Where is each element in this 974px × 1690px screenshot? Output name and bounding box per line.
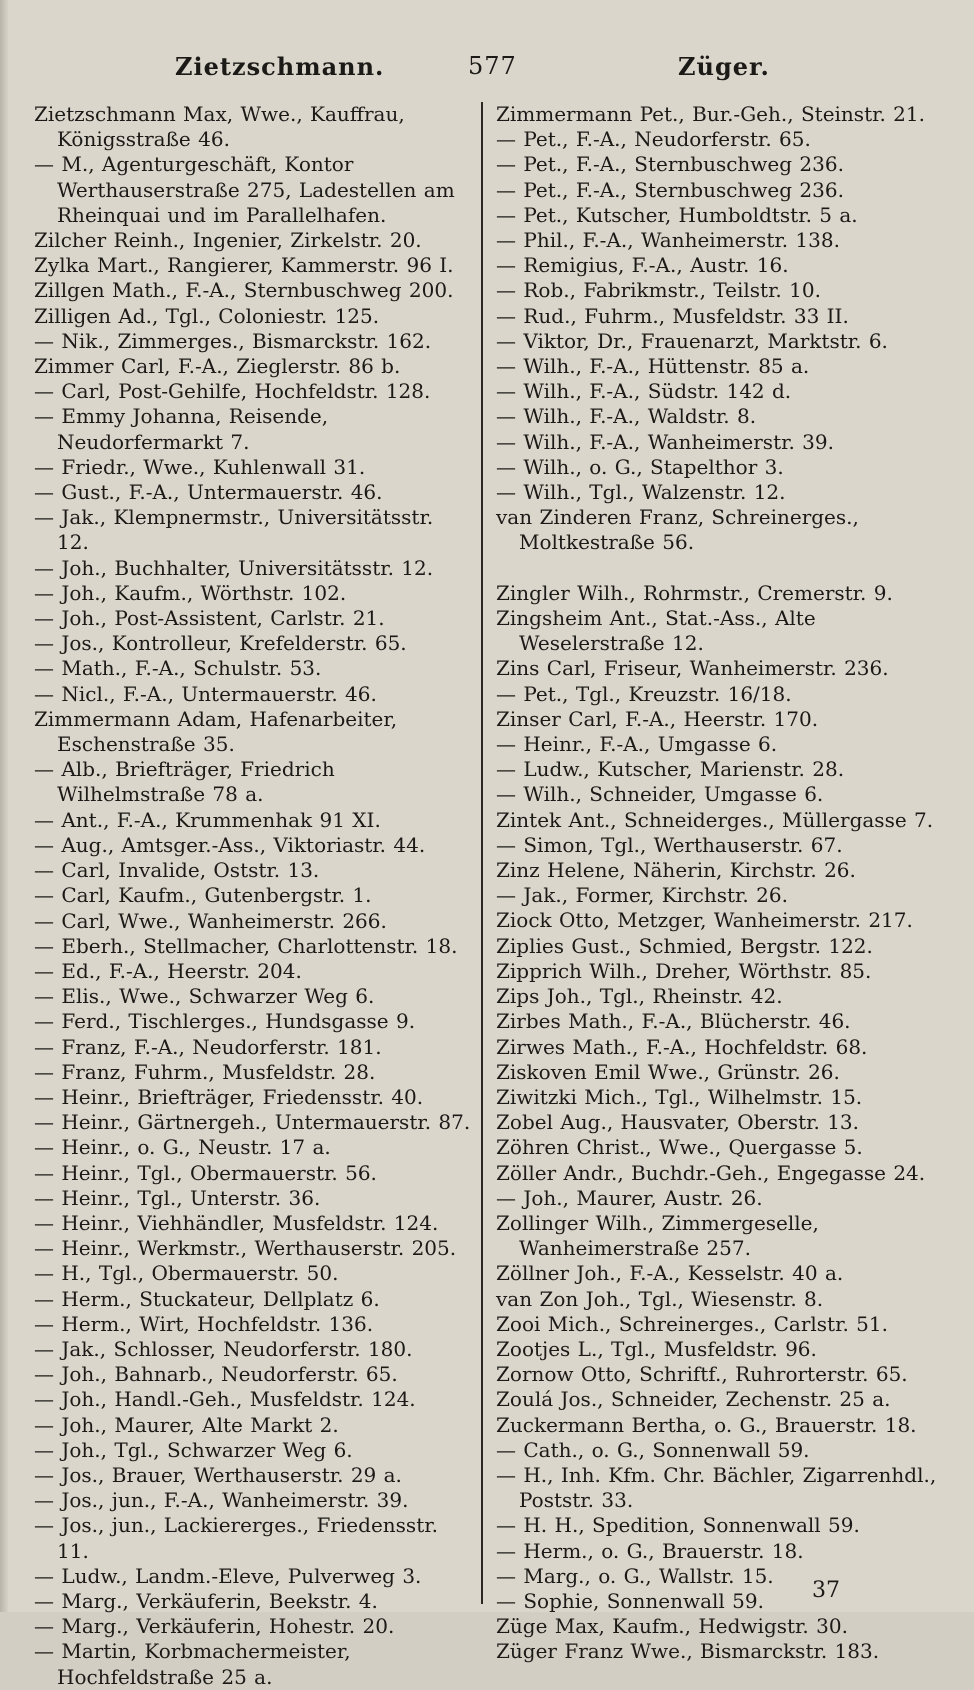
directory-entry: — Herm., Stuckateur, Dellplatz 6. bbox=[34, 1286, 380, 1311]
directory-entry: Zilligen Ad., Tgl., Coloniestr. 125. bbox=[34, 303, 380, 328]
directory-entry: — Pet., F.-A., Neudorferstr. 65. bbox=[496, 127, 811, 152]
directory-entry: Zuckermann Bertha, o. G., Brauerstr. 18. bbox=[496, 1412, 917, 1437]
directory-entry: Zietzschmann Max, Wwe., Kauffrau, Königsstraße 46. bbox=[34, 102, 405, 152]
directory-entry: — H. H., Spedition, Sonnenwall 59. bbox=[496, 1513, 860, 1538]
directory-entry: — Nik., Zimmerges., Bismarckstr. 162. bbox=[34, 328, 432, 353]
directory-entry: Zoulá Jos., Schneider, Zechenstr. 25 a. bbox=[496, 1387, 891, 1412]
directory-entry: — Nicl., F.-A., Untermauerstr. 46. bbox=[34, 681, 377, 706]
directory-entry: — Marg., Verkäuferin, Beekstr. 4. bbox=[34, 1588, 378, 1613]
directory-entry: — H., Inh. Kfm. Chr. Bächler, Zigarrenhdl., Poststr. 33. bbox=[496, 1462, 937, 1513]
directory-entry: — Carl, Invalide, Oststr. 13. bbox=[34, 858, 320, 883]
directory-entry: — Heinr., Werkmstr., Werthauserstr. 205. bbox=[34, 1236, 457, 1261]
directory-entry: — Ferd., Tischlerges., Hundsgasse 9. bbox=[34, 1009, 416, 1034]
directory-entry: — Wilh., F.-A., Südstr. 142 d. bbox=[496, 379, 792, 404]
directory-entry: — Alb., Briefträger, Friedrich Wilhelmstraße 78 a. bbox=[34, 757, 335, 807]
directory-entry: — Ludw., Landm.-Eleve, Pulverweg 3. bbox=[34, 1563, 422, 1588]
directory-entry: Zillgen Math., F.-A., Sternbuschweg 200. bbox=[34, 278, 454, 303]
signature-mark: 37 bbox=[812, 1578, 840, 1603]
directory-entry: — Franz, F.-A., Neudorferstr. 181. bbox=[34, 1034, 382, 1059]
directory-entry: Zingler Wilh., Rohrmstr., Cremerstr. 9. bbox=[496, 580, 893, 605]
directory-entry: — Jak., Schlosser, Neudorferstr. 180. bbox=[34, 1336, 413, 1361]
directory-entry: — Emmy Johanna, Reisende, Neudorfermarkt 7. bbox=[34, 404, 329, 454]
directory-entry: — Heinr., Viehhändler, Musfeldstr. 124. bbox=[34, 1210, 439, 1235]
directory-entry: Zingsheim Ant., Stat.-Ass., Alte Weselerstraße 12. bbox=[496, 606, 816, 656]
directory-entry: — Martin, Korbmachermeister, Hochfeldstraße 25 a. bbox=[34, 1639, 351, 1689]
directory-entry: Zins Carl, Friseur, Wanheimerstr. 236. bbox=[496, 656, 889, 681]
directory-entry: Zipprich Wilh., Dreher, Wörthstr. 85. bbox=[496, 958, 872, 983]
directory-entry: — Rob., Fabrikmstr., Teilstr. 10. bbox=[496, 278, 821, 303]
page-binding-edge bbox=[0, 0, 8, 1612]
directory-entry: — Carl, Post-Gehilfe, Hochfeldstr. 128. bbox=[34, 379, 431, 404]
directory-entry: — Jak., Former, Kirchstr. 26. bbox=[496, 883, 788, 908]
directory-entry: — Carl, Kaufm., Gutenbergstr. 1. bbox=[34, 883, 372, 908]
directory-entry: — Herm., o. G., Brauerstr. 18. bbox=[496, 1538, 804, 1563]
directory-entry: — Rud., Fuhrm., Musfeldstr. 33 II. bbox=[496, 303, 849, 328]
directory-entry: — Jos., jun., F.-A., Wanheimerstr. 39. bbox=[34, 1488, 409, 1513]
directory-entry: — Marg., Verkäuferin, Hohestr. 20. bbox=[34, 1614, 395, 1639]
directory-entry: — Heinr., Gärtnergeh., Untermauerstr. 87. bbox=[34, 1110, 471, 1135]
directory-entry: — Sophie, Sonnenwall 59. bbox=[496, 1588, 764, 1613]
directory-entry: Zylka Mart., Rangierer, Kammerstr. 96 I. bbox=[34, 253, 454, 278]
directory-entry: Zimmermann Pet., Bur.-Geh., Steinstr. 21. bbox=[496, 102, 925, 126]
directory-entry: — Pet., Kutscher, Humboldtstr. 5 a. bbox=[496, 202, 858, 227]
directory-entry: — Gust., F.-A., Untermauerstr. 46. bbox=[34, 480, 383, 505]
directory-entry: — Wilh., F.-A., Waldstr. 8. bbox=[496, 404, 757, 429]
directory-entry: Zornow Otto, Schriftf., Ruhrorterstr. 65. bbox=[496, 1362, 908, 1387]
directory-entry: — Phil., F.-A., Wanheimerstr. 138. bbox=[496, 228, 840, 253]
directory-entry: Zollinger Wilh., Zimmergeselle, Wanheimerstraße 257. bbox=[496, 1210, 819, 1261]
directory-entry: Ziwitzki Mich., Tgl., Wilhelmstr. 15. bbox=[496, 1084, 863, 1109]
directory-entry: Zöller Andr., Buchdr.-Geh., Engegasse 24. bbox=[496, 1160, 926, 1185]
directory-entry: Zooi Mich., Schreinerges., Carlstr. 51. bbox=[496, 1311, 888, 1336]
directory-entry: Zirwes Math., F.-A., Hochfeldstr. 68. bbox=[496, 1034, 868, 1059]
directory-entry: Zinser Carl, F.-A., Heerstr. 170. bbox=[496, 706, 819, 731]
directory-entry: — Viktor, Dr., Frauenarzt, Marktstr. 6. bbox=[496, 328, 888, 353]
directory-entry: — Eberh., Stellmacher, Charlottenstr. 18. bbox=[34, 933, 458, 958]
directory-entry: Zimmermann Adam, Hafenarbeiter, Eschenstraße 35. bbox=[34, 706, 398, 757]
directory-entry: Züger Franz Wwe., Bismarckstr. 183. bbox=[496, 1639, 880, 1664]
directory-entry: Zips Joh., Tgl., Rheinstr. 42. bbox=[496, 984, 783, 1009]
directory-entry: — Joh., Maurer, Austr. 26. bbox=[496, 1185, 763, 1210]
directory-entry: — Herm., Wirt, Hochfeldstr. 136. bbox=[34, 1311, 374, 1336]
directory-entry: — Heinr., Tgl., Unterstr. 36. bbox=[34, 1185, 321, 1210]
directory-entry: — Carl, Wwe., Wanheimerstr. 266. bbox=[34, 908, 387, 933]
directory-entry: — Wilh., F.-A., Wanheimerstr. 39. bbox=[496, 429, 834, 454]
directory-entry: — Pet., Tgl., Kreuzstr. 16/18. bbox=[496, 681, 792, 706]
directory-entry: Züge Max, Kaufm., Hedwigstr. 30. bbox=[496, 1614, 848, 1639]
directory-entry: — Heinr., o. G., Neustr. 17 a. bbox=[34, 1135, 331, 1160]
directory-entry: — Jos., Kontrolleur, Krefelderstr. 65. bbox=[34, 631, 407, 656]
page-number: 577 bbox=[468, 52, 517, 80]
directory-entry: — Franz, Fuhrm., Musfeldstr. 28. bbox=[34, 1059, 376, 1084]
directory-entry: — Jos., Brauer, Werthauserstr. 29 a. bbox=[34, 1462, 402, 1487]
directory-entry: — Joh., Kaufm., Wörthstr. 102. bbox=[34, 580, 347, 605]
directory-entry: van Zon Joh., Tgl., Wiesenstr. 8. bbox=[496, 1286, 824, 1311]
directory-entry: Zimmer Carl, F.-A., Zieglerstr. 86 b. bbox=[34, 354, 401, 379]
directory-entry: — Joh., Handl.-Geh., Musfeldstr. 124. bbox=[34, 1387, 416, 1412]
directory-entry: Zobel Aug., Hausvater, Oberstr. 13. bbox=[496, 1110, 859, 1135]
page-header bbox=[0, 52, 974, 92]
directory-entry: Zootjes L., Tgl., Musfeldstr. 96. bbox=[496, 1336, 817, 1361]
directory-entry: — Joh., Bahnarb., Neudorferstr. 65. bbox=[34, 1362, 398, 1387]
directory-entry: Ziplies Gust., Schmied, Bergstr. 122. bbox=[496, 933, 873, 958]
directory-entry: — Remigius, F.-A., Austr. 16. bbox=[496, 253, 789, 278]
directory-entry: — Wilh., Schneider, Umgasse 6. bbox=[496, 782, 824, 807]
directory-entry: — Math., F.-A., Schulstr. 53. bbox=[34, 656, 322, 681]
directory-entry: Zilcher Reinh., Ingenier, Zirkelstr. 20. bbox=[34, 228, 422, 253]
directory-entry: — Ant., F.-A., Krummenhak 91 XI. bbox=[34, 807, 381, 832]
directory-entry: — Joh., Post-Assistent, Carlstr. 21. bbox=[34, 606, 385, 631]
right-column bbox=[496, 102, 938, 1665]
directory-entry: — Ed., F.-A., Heerstr. 204. bbox=[34, 958, 302, 983]
directory-entry: — Pet., F.-A., Sternbuschweg 236. bbox=[496, 152, 844, 177]
directory-entry: — Joh., Buchhalter, Universitätsstr. 12. bbox=[34, 555, 434, 580]
directory-entry: van Zinderen Franz, Schreinerges., Moltkestraße 56. bbox=[496, 505, 859, 555]
directory-entry: Zöllner Joh., F.-A., Kesselstr. 40 a. bbox=[496, 1261, 844, 1286]
directory-entry: Zinz Helene, Näherin, Kirchstr. 26. bbox=[496, 858, 856, 883]
directory-entry bbox=[496, 556, 938, 581]
directory-entry: Ziock Otto, Metzger, Wanheimerstr. 217. bbox=[496, 908, 913, 933]
directory-entry: — M., Agenturgeschäft, Kontor Werthauserstraße 275, Ladestellen am Rheinquai und im Parallelhafen. bbox=[34, 152, 455, 227]
directory-entry: — Aug., Amtsger.-Ass., Viktoriastr. 44. bbox=[34, 832, 426, 857]
directory-entry: — Simon, Tgl., Werthauserstr. 67. bbox=[496, 832, 843, 857]
directory-entry: Ziskoven Emil Wwe., Grünstr. 26. bbox=[496, 1059, 840, 1084]
directory-entry: Zintek Ant., Schneiderges., Müllergasse 7. bbox=[496, 807, 934, 832]
directory-entry: — Jos., jun., Lackiererges., Friedensstr. 11. bbox=[34, 1513, 438, 1563]
directory-entry: — Ludw., Kutscher, Marienstr. 28. bbox=[496, 757, 845, 782]
header-right-keyword: Züger. bbox=[678, 52, 770, 81]
directory-entry: — Joh., Maurer, Alte Markt 2. bbox=[34, 1412, 339, 1437]
directory-entry: — Wilh., F.-A., Hüttenstr. 85 a. bbox=[496, 354, 810, 379]
directory-entry: — Jak., Klempnermstr., Universitätsstr. 12. bbox=[34, 505, 434, 555]
directory-entry: — Heinr., Tgl., Obermauerstr. 56. bbox=[34, 1160, 377, 1185]
directory-entry: — Heinr., F.-A., Umgasse 6. bbox=[496, 732, 778, 757]
column-divider bbox=[481, 102, 483, 1604]
header-left-keyword: Zietzschmann. bbox=[175, 52, 385, 81]
directory-entry: Zöhren Christ., Wwe., Quergasse 5. bbox=[496, 1135, 863, 1160]
directory-entry: — H., Tgl., Obermauerstr. 50. bbox=[34, 1261, 339, 1286]
directory-entry: — Pet., F.-A., Sternbuschweg 236. bbox=[496, 177, 844, 202]
directory-entry: — Cath., o. G., Sonnenwall 59. bbox=[496, 1437, 810, 1462]
directory-entry: — Wilh., Tgl., Walzenstr. 12. bbox=[496, 480, 786, 505]
directory-entry: — Joh., Tgl., Schwarzer Weg 6. bbox=[34, 1437, 353, 1462]
left-column bbox=[34, 102, 472, 1690]
directory-entry: — Friedr., Wwe., Kuhlenwall 31. bbox=[34, 454, 366, 479]
directory-entry: — Wilh., o. G., Stapelthor 3. bbox=[496, 454, 784, 479]
directory-entry: — Heinr., Briefträger, Friedensstr. 40. bbox=[34, 1084, 424, 1109]
directory-entry: — Marg., o. G., Wallstr. 15. bbox=[496, 1563, 774, 1588]
directory-entry: — Elis., Wwe., Schwarzer Weg 6. bbox=[34, 984, 375, 1009]
directory-entry: Zirbes Math., F.-A., Blücherstr. 46. bbox=[496, 1009, 851, 1034]
